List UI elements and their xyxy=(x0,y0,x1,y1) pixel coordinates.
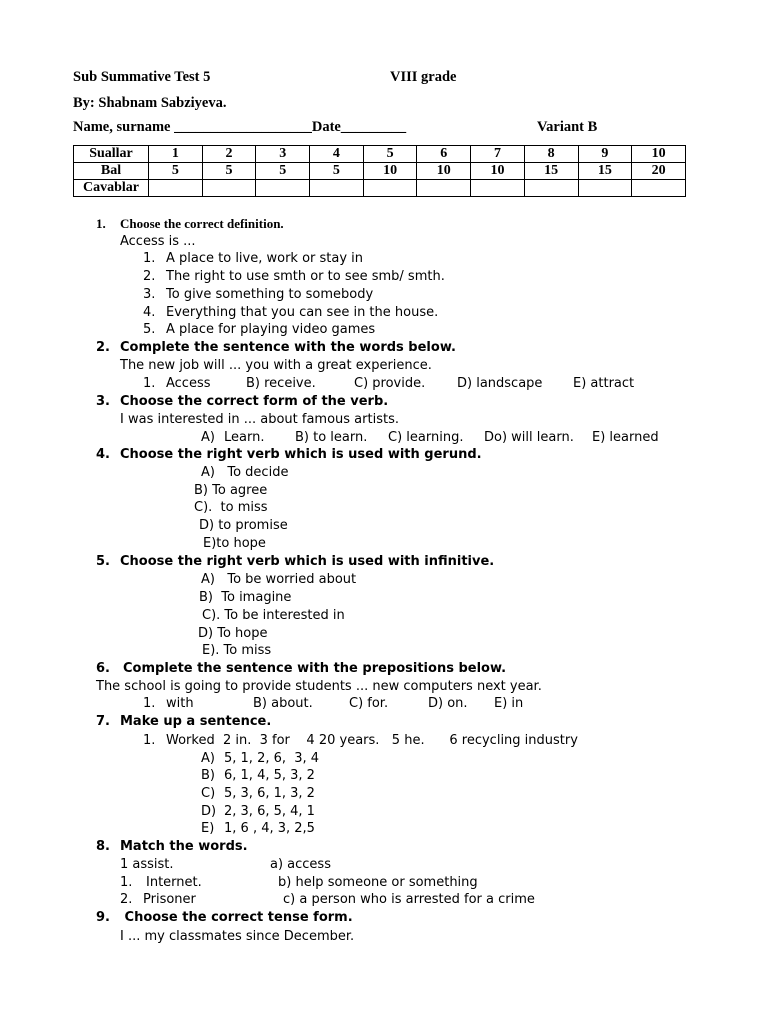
q3-option: A) xyxy=(201,430,215,445)
q5-option: B) To imagine xyxy=(199,590,292,605)
score-table xyxy=(73,145,686,197)
table-cell: 5 xyxy=(256,163,310,180)
table-cell: 5 xyxy=(310,163,364,180)
q1-option-num: 2. xyxy=(143,269,156,284)
answer-cell[interactable] xyxy=(632,180,686,197)
author-line: By: Shabnam Sabziyeva. xyxy=(73,95,227,111)
q1-option-num: 5. xyxy=(143,322,156,337)
q6-option: with xyxy=(166,696,194,711)
q1-option: Everything that you can see in the house. xyxy=(166,305,439,320)
q9-text: Choose the correct tense form. xyxy=(120,910,353,925)
q8-left-num: 1. xyxy=(120,875,133,890)
q2-text: Complete the sentence with the words below. xyxy=(120,340,456,355)
q7-text: Make up a sentence. xyxy=(120,714,272,729)
q4-option: C). to miss xyxy=(194,500,268,515)
q5-option: A) To be worried about xyxy=(201,572,357,587)
q2-option: C) provide. xyxy=(354,376,426,391)
q8-left-item: Internet. xyxy=(146,875,202,890)
q7-words-num: 1. xyxy=(143,733,156,748)
q1-option: A place for playing video games xyxy=(166,322,376,337)
q4-number: 4. xyxy=(96,447,110,462)
q8-right-item: b) help someone or something xyxy=(278,875,478,890)
q1-option: To give something to somebody xyxy=(166,287,374,302)
table-cell: 15 xyxy=(578,163,632,180)
q7-option-letter: C) xyxy=(201,786,216,801)
q6-text: Complete the sentence with the prepositions below. xyxy=(123,661,507,676)
answer-cell[interactable] xyxy=(202,180,256,197)
q8-left-item: Prisoner xyxy=(143,892,196,907)
answer-cell[interactable] xyxy=(363,180,417,197)
q4-option: B) To agree xyxy=(194,483,268,498)
q8-number: 8. xyxy=(96,839,110,854)
q6-option: 1. xyxy=(143,696,156,711)
q4-option: E)to hope xyxy=(203,536,266,551)
q7-option: 6, 1, 4, 5, 3, 2 xyxy=(224,768,315,783)
table-cell: 15 xyxy=(524,163,578,180)
q5-option: D) To hope xyxy=(198,626,268,641)
q3-text: Choose the correct form of the verb. xyxy=(120,394,389,409)
q7-option: 5, 3, 6, 1, 3, 2 xyxy=(224,786,315,801)
q4-option: A) To decide xyxy=(201,465,289,480)
table-cell: 8 xyxy=(524,146,578,163)
name-label: Name, surname xyxy=(73,119,171,135)
q6-prompt: The school is going to provide students ... new computers next year. xyxy=(96,679,542,694)
answer-cell[interactable] xyxy=(578,180,632,197)
q9-number: 9. xyxy=(96,910,110,925)
variant-label: Variant B xyxy=(537,119,598,135)
q5-option: C). To be interested in xyxy=(202,608,345,623)
answer-cell[interactable] xyxy=(256,180,310,197)
q7-option-letter: E) xyxy=(201,821,215,836)
answer-cell[interactable] xyxy=(524,180,578,197)
test-title: Sub Summative Test 5 xyxy=(73,69,211,85)
table-cell: 10 xyxy=(417,163,471,180)
q3-option: E) learned xyxy=(592,430,659,445)
q2-option: 1. xyxy=(143,376,156,391)
table-cell: 20 xyxy=(632,163,686,180)
q6-option: E) in xyxy=(494,696,524,711)
q4-text: Choose the right verb which is used with gerund. xyxy=(120,447,482,462)
q3-option: C) learning. xyxy=(388,430,464,445)
q8-left-item: 1 assist. xyxy=(120,857,174,872)
q1-text: Choose the correct definition. xyxy=(120,216,284,231)
q2-option: Access xyxy=(166,376,211,391)
q6-option: D) on. xyxy=(428,696,468,711)
table-cell: 9 xyxy=(578,146,632,163)
answer-cell[interactable] xyxy=(310,180,364,197)
date-label: Date xyxy=(311,119,341,135)
q2-option: B) receive. xyxy=(246,376,316,391)
answer-cell[interactable] xyxy=(417,180,471,197)
q3-number: 3. xyxy=(96,394,110,409)
q8-right-item: c) a person who is arrested for a crime xyxy=(283,892,535,907)
table-cell: 4 xyxy=(310,146,364,163)
table-cell: 5 xyxy=(149,163,203,180)
q7-number: 7. xyxy=(96,714,110,729)
q9-prompt: I ... my classmates since December. xyxy=(120,929,355,944)
q1-option: A place to live, work or stay in xyxy=(166,251,364,266)
q5-text: Choose the right verb which is used with infinitive. xyxy=(120,554,495,569)
q7-option: 5, 1, 2, 6, 3, 4 xyxy=(224,751,320,766)
q4-option: D) to promise xyxy=(199,518,288,533)
row-label: Cavablar xyxy=(74,180,149,197)
table-cell: 1 xyxy=(149,146,203,163)
q6-option: C) for. xyxy=(349,696,389,711)
q7-option-letter: B) xyxy=(201,768,215,783)
q6-option: B) about. xyxy=(253,696,313,711)
table-cell: 3 xyxy=(256,146,310,163)
q2-number: 2. xyxy=(96,340,110,355)
q3-option: B) to learn. xyxy=(295,430,368,445)
q8-right-item: a) access xyxy=(270,857,331,872)
table-row xyxy=(74,146,686,163)
q5-option: E). To miss xyxy=(202,643,272,658)
table-cell: 5 xyxy=(363,146,417,163)
q2-prompt: The new job will ... you with a great experience. xyxy=(120,358,432,373)
table-row xyxy=(74,180,686,197)
table-cell: 6 xyxy=(417,146,471,163)
q1-option-num: 1. xyxy=(143,251,156,266)
row-label: Suallar xyxy=(74,146,149,163)
table-cell: 7 xyxy=(471,146,525,163)
table-cell: 2 xyxy=(202,146,256,163)
q8-left-num: 2. xyxy=(120,892,133,907)
table-row xyxy=(74,163,686,180)
row-label: Bal xyxy=(74,163,149,180)
q7-option-letter: A) xyxy=(201,751,215,766)
q3-prompt: I was interested in ... about famous artists. xyxy=(120,412,399,427)
q8-text: Match the words. xyxy=(120,839,248,854)
q7-words: Worked 2 in. 3 for 4 20 years. 5 he. 6 recycling industry xyxy=(166,733,578,748)
table-cell: 5 xyxy=(202,163,256,180)
q1-number: 1. xyxy=(96,216,106,231)
q1-option-num: 3. xyxy=(143,287,156,302)
q6-number: 6. xyxy=(96,661,110,676)
q1-option: The right to use smth or to see smb/ smth. xyxy=(166,269,445,284)
table-cell: 10 xyxy=(471,163,525,180)
q3-option: Do) will learn. xyxy=(484,430,574,445)
answer-cell[interactable] xyxy=(471,180,525,197)
q5-number: 5. xyxy=(96,554,110,569)
q7-option: 2, 3, 6, 5, 4, 1 xyxy=(224,804,315,819)
q2-option: D) landscape xyxy=(457,376,543,391)
q3-option: Learn. xyxy=(224,430,265,445)
name-surname-line: Name, surname ___________________Date_________ xyxy=(73,119,407,135)
q1-option-num: 4. xyxy=(143,305,156,320)
q7-option: 1, 6 , 4, 3, 2,5 xyxy=(224,821,315,836)
q1-prompt: Access is ... xyxy=(120,234,196,249)
table-cell: 10 xyxy=(632,146,686,163)
table-cell: 10 xyxy=(363,163,417,180)
answer-cell[interactable] xyxy=(149,180,203,197)
grade-label: VIII grade xyxy=(390,69,457,85)
q7-option-letter: D) xyxy=(201,804,217,819)
q2-option: E) attract xyxy=(573,376,635,391)
